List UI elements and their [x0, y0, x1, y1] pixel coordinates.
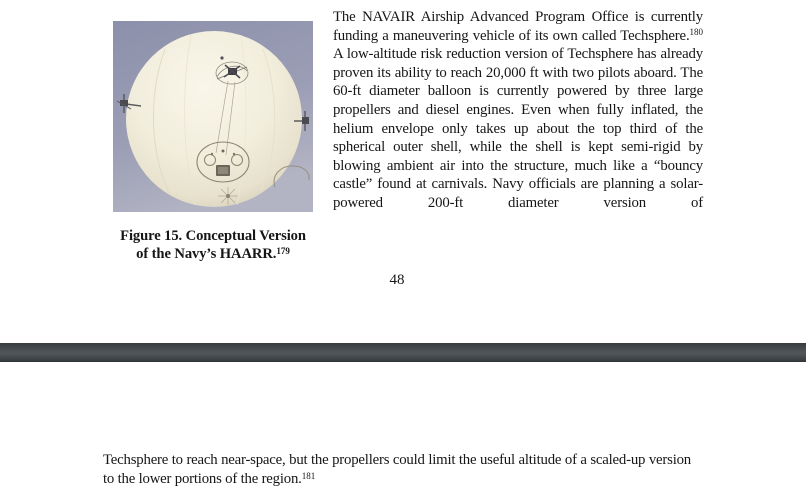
haarr-balloon-illustration	[113, 21, 313, 212]
figure-15-image	[113, 21, 313, 212]
figure-caption-line-2	[93, 245, 333, 263]
figure-caption-line-2-text: of the Navy’s HAARR.	[136, 246, 277, 262]
footnote-ref-181: 181	[301, 470, 316, 481]
page-separator-bar	[0, 343, 806, 362]
body-text-after-footnote: A low-altitude risk reduction version of Techsphere has already proven its ability to reach 20,000 ft with two pilots aboard. The 60-ft diameter balloon is currently powered by three large propellers and diesel engines. Even when fully inflated, the helium envelope only takes up about the top third of the spherical outer shell, while the shell is kept semi-rigid by blowing ambient air into the structure, much like a “bouncy castle” found at carnivals. Navy officials are planning a solar-powered 200-ft diameter version of	[333, 46, 703, 211]
next-page-paragraph	[103, 451, 691, 489]
footnote-ref-179: 179	[276, 245, 290, 256]
figure-caption-line-1: Figure 15. Conceptual Version	[120, 228, 306, 244]
next-page-text: Techsphere to reach near-space, but the propellers could limit the useful altitude of a scaled-up version to the lower portions of the region.	[103, 452, 691, 487]
body-paragraph	[333, 8, 703, 213]
footnote-ref-180: 180	[689, 27, 703, 38]
figure-15-caption	[93, 227, 333, 263]
page-number: 48	[389, 272, 405, 288]
body-text-before-footnote: The NAVAIR Airship Advanced Program Office is currently funding a maneuvering vehicle of its own called Techsphere.	[333, 9, 703, 44]
